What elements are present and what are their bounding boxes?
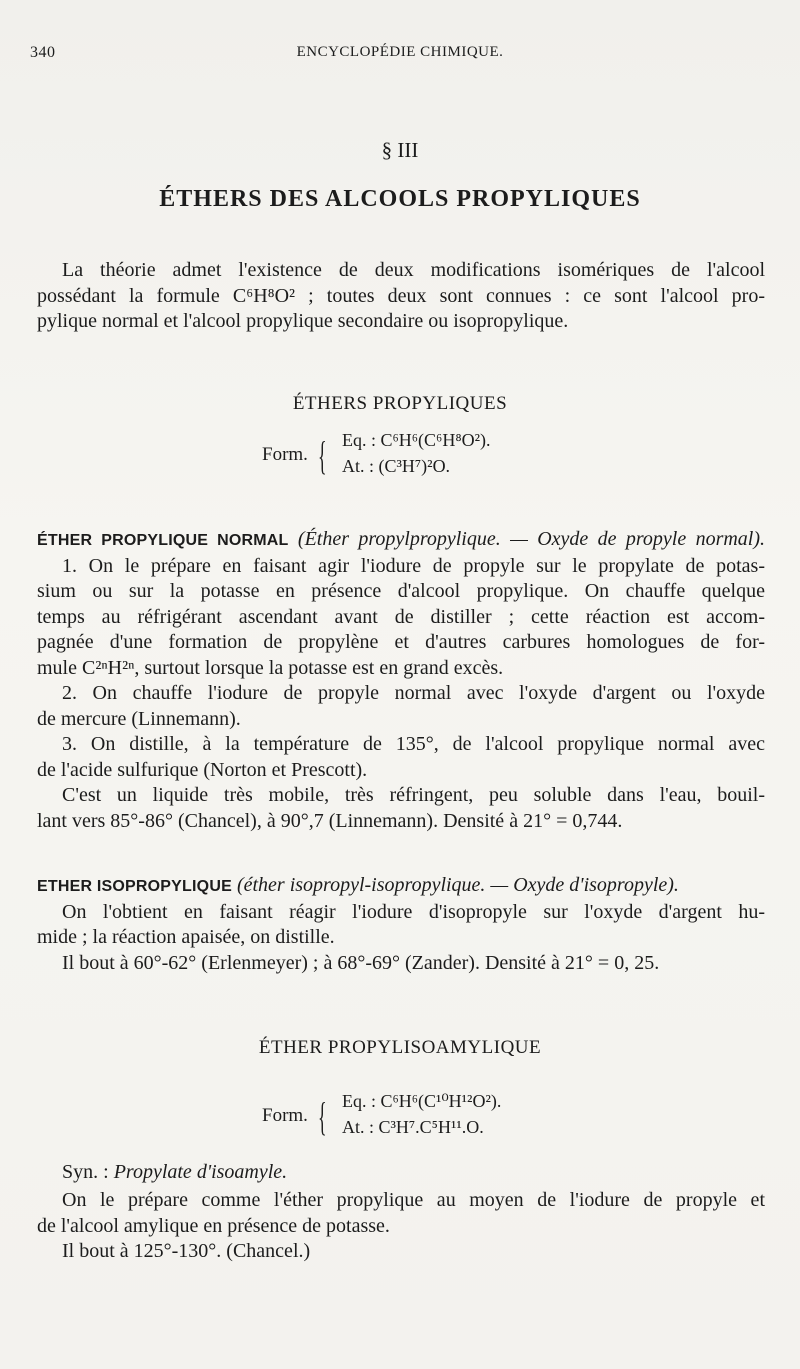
formula-block bbox=[262, 430, 562, 484]
text-line: La théorie admet l'existence de deux modifications isomériques de l'alcool bbox=[62, 259, 765, 281]
text-line: de l'alcool amylique en présence de potasse. bbox=[37, 1214, 390, 1237]
text-line: 1. On le prépare en faisant agir l'iodure de propyle sur le propylate de potas- bbox=[62, 554, 765, 577]
text-line: de mercure (Linnemann). bbox=[37, 707, 241, 730]
text-line: On le prépare comme l'éther propylique au moyen de l'iodure de propyle et bbox=[62, 1189, 765, 1211]
formula-atomic: At. : (C³H⁷)²O. bbox=[342, 456, 451, 476]
text-line: Il bout à 60°-62° (Erlenmeyer) ; à 68°-69° (Zander). Densité à 21° = 0, 25. bbox=[62, 951, 660, 974]
formula-equivalent: Eq. : C⁶H⁶(C⁶H⁸O²). bbox=[342, 430, 491, 450]
formula-block bbox=[262, 1091, 582, 1145]
subsection-title: ÉTHER PROPYLISOAMYLIQUE bbox=[258, 1037, 542, 1058]
text-line: possédant la formule C⁶H⁸O² ; toutes deux sont connues : ce sont l'alcool pro- bbox=[37, 284, 765, 307]
section-title: ÉTHERS DES ALCOOLS PROPYLIQUES bbox=[159, 186, 641, 212]
compound-name: ÉTHER PROPYLIQUE NORMAL bbox=[37, 532, 289, 549]
text-line: Il bout à 125°-130°. (Chancel.) bbox=[62, 1240, 311, 1262]
text-line bbox=[37, 873, 765, 900]
formula-atomic: At. : C³H⁷.C⁵H¹¹.O. bbox=[342, 1117, 484, 1137]
compound-synonym: (éther isopropyl-isopropylique. — Oxyde d'isopropyle). bbox=[236, 874, 679, 896]
page-number: 340 bbox=[30, 44, 56, 61]
text-line: sium ou sur la potasse en présence d'alcool propylique. On chauffe quelque bbox=[37, 580, 765, 602]
text-line: temps au réfrigérant ascendant avant de distiller ; cette réaction est accom- bbox=[37, 605, 765, 628]
intro-paragraph bbox=[37, 258, 765, 335]
text-line: de l'acide sulfurique (Norton et Prescott). bbox=[37, 758, 368, 781]
brace-glyph: { bbox=[318, 1094, 327, 1139]
isoamyl-paragraph bbox=[37, 1188, 765, 1265]
text-line: 3. On distille, à la température de 135°, de l'alcool propylique normal avec bbox=[62, 733, 765, 755]
formula-equivalent: Eq. : C⁶H⁶(C¹⁰H¹²O²). bbox=[342, 1091, 502, 1111]
text-line: mule C²ⁿH²ⁿ, surtout lorsque la potasse est en grand excès. bbox=[37, 656, 504, 679]
synonym-value: Propylate d'isoamyle. bbox=[113, 1161, 288, 1183]
section-number: § III bbox=[381, 138, 419, 162]
formula-label: Form. bbox=[262, 444, 308, 465]
text-line: C'est un liquide très mobile, très réfringent, peu soluble dans l'eau, bouil- bbox=[62, 784, 765, 806]
text-line bbox=[37, 527, 765, 554]
text-line: pagnée d'une formation de propylène et d'autres carbures homologues de for- bbox=[37, 631, 765, 653]
running-head bbox=[30, 44, 770, 68]
text-line: pylique normal et l'alcool propylique secondaire ou isopropylique. bbox=[37, 310, 569, 332]
synonym-line bbox=[62, 1161, 287, 1184]
brace-glyph: { bbox=[318, 433, 327, 478]
iso-ether-paragraph bbox=[37, 873, 765, 976]
synonym-label: Syn. : bbox=[62, 1161, 109, 1183]
running-title: ENCYCLOPÉDIE CHIMIQUE. bbox=[296, 44, 504, 60]
compound-synonym: (Éther propylpropylique. — Oxyde de propyle normal). bbox=[297, 528, 766, 550]
text-line: lant vers 85°-86° (Chancel), à 90°,7 (Linnemann). Densité à 21° = 0,744. bbox=[37, 809, 623, 832]
text-line: On l'obtient en faisant réagir l'iodure d'isopropyle sur l'oxyde d'argent hu- bbox=[62, 900, 765, 923]
text-line: mide ; la réaction apaisée, on distille. bbox=[37, 926, 335, 948]
formula-label: Form. bbox=[262, 1105, 308, 1126]
compound-name: ETHER ISOPROPYLIQUE bbox=[37, 878, 232, 895]
subsection-title: ÉTHERS PROPYLIQUES bbox=[292, 393, 508, 414]
normal-ether-paragraph bbox=[37, 527, 765, 834]
text-line: 2. On chauffe l'iodure de propyle normal avec l'oxyde d'argent ou l'oxyde bbox=[62, 682, 765, 704]
